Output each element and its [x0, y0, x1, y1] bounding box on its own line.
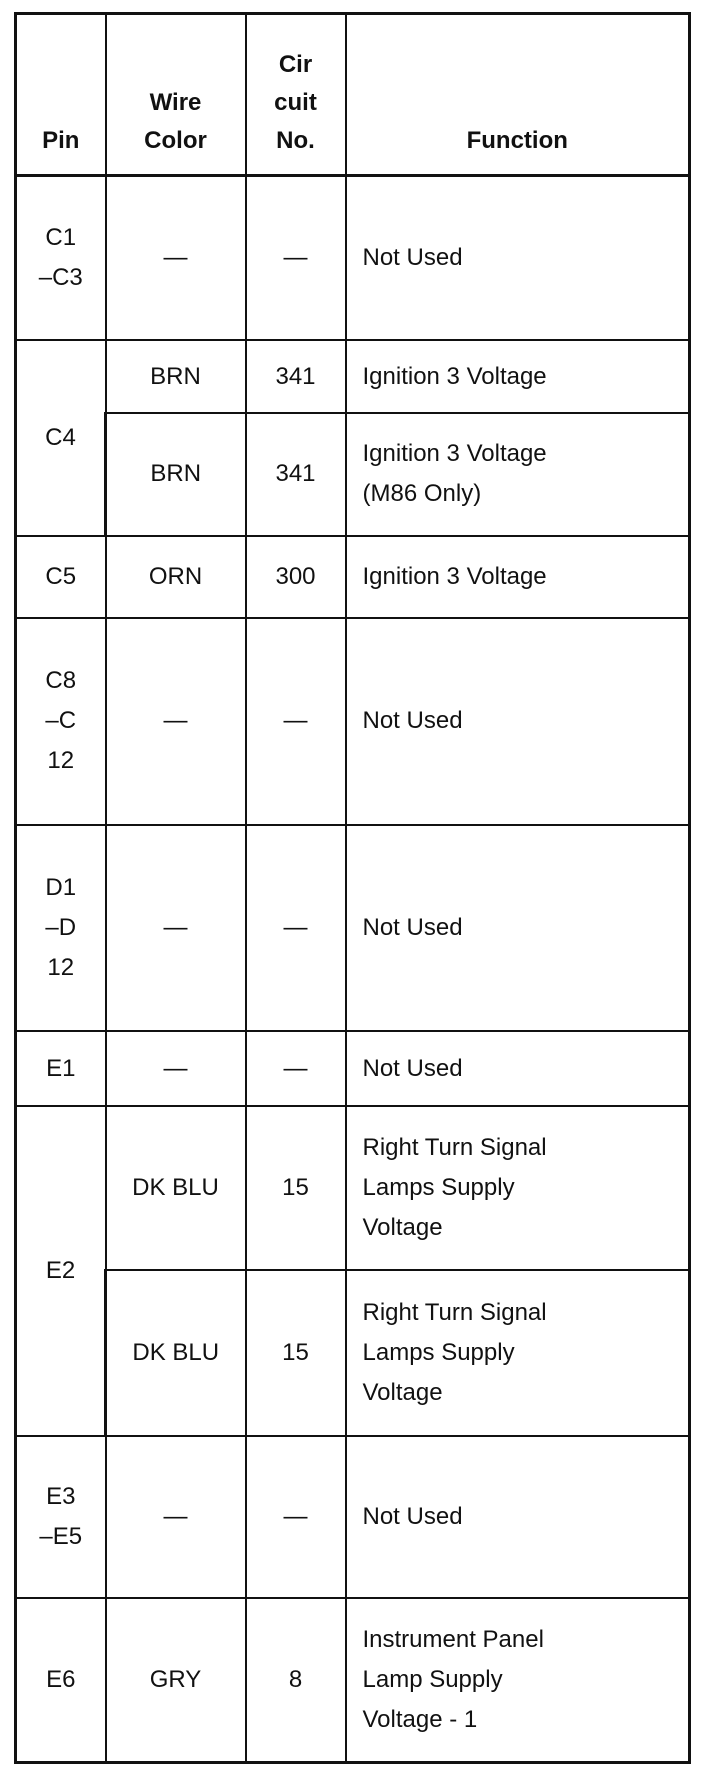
pin-cell: E2 — [16, 1106, 106, 1436]
function-cell: Not Used — [346, 1031, 690, 1106]
wire-color-cell: — — [106, 1031, 246, 1106]
table-row — [16, 1436, 690, 1597]
header-wire-color: Wire Color — [106, 14, 246, 176]
wire-color-cell: — — [106, 176, 246, 341]
pin-cell: E6 — [16, 1598, 106, 1763]
circuit-cell: — — [246, 176, 346, 341]
circuit-cell: 15 — [246, 1106, 346, 1270]
circuit-cell: 8 — [246, 1598, 346, 1763]
header-circuit-no: Cir cuit No. — [246, 14, 346, 176]
pin-cell: C4 — [16, 340, 106, 536]
function-cell: Right Turn Signal Lamps Supply Voltage — [346, 1270, 690, 1436]
function-cell: Not Used — [346, 1436, 690, 1597]
wire-color-cell: DK BLU — [106, 1106, 246, 1270]
wire-color-cell: — — [106, 1436, 246, 1597]
table-row — [16, 825, 690, 1032]
circuit-cell: 341 — [246, 413, 346, 536]
pin-cell: C5 — [16, 536, 106, 618]
table-header-row — [16, 14, 690, 176]
circuit-cell: 15 — [246, 1270, 346, 1436]
table-row — [16, 1598, 690, 1763]
header-pin: Pin — [16, 14, 106, 176]
function-cell: Not Used — [346, 825, 690, 1032]
function-cell: Not Used — [346, 176, 690, 341]
wire-color-cell: — — [106, 618, 246, 825]
circuit-cell: 300 — [246, 536, 346, 618]
circuit-cell: — — [246, 825, 346, 1032]
wire-color-cell: BRN — [106, 413, 246, 536]
pin-cell: C8 –C 12 — [16, 618, 106, 825]
table-row — [16, 1270, 690, 1436]
function-cell: Ignition 3 Voltage — [346, 536, 690, 618]
function-cell: Instrument Panel Lamp Supply Voltage - 1 — [346, 1598, 690, 1763]
pin-cell: E3 –E5 — [16, 1436, 106, 1597]
pin-table — [14, 12, 691, 1764]
table-row — [16, 536, 690, 618]
wire-color-cell: — — [106, 825, 246, 1032]
function-cell: Not Used — [346, 618, 690, 825]
table-row — [16, 618, 690, 825]
circuit-cell: — — [246, 1031, 346, 1106]
table-row — [16, 1031, 690, 1106]
function-cell: Ignition 3 Voltage — [346, 340, 690, 413]
wire-color-cell: ORN — [106, 536, 246, 618]
wire-color-cell: GRY — [106, 1598, 246, 1763]
header-function: Function — [346, 14, 690, 176]
table-row — [16, 1106, 690, 1270]
function-cell: Right Turn Signal Lamps Supply Voltage — [346, 1106, 690, 1270]
table-row — [16, 413, 690, 536]
pin-cell: C1 –C3 — [16, 176, 106, 341]
circuit-cell: 341 — [246, 340, 346, 413]
pin-cell: E1 — [16, 1031, 106, 1106]
circuit-cell: — — [246, 618, 346, 825]
table-row — [16, 340, 690, 413]
table-row — [16, 176, 690, 341]
wire-color-cell: BRN — [106, 340, 246, 413]
wire-color-cell: DK BLU — [106, 1270, 246, 1436]
function-cell: Ignition 3 Voltage (M86 Only) — [346, 413, 690, 536]
pin-cell: D1 –D 12 — [16, 825, 106, 1032]
circuit-cell: — — [246, 1436, 346, 1597]
